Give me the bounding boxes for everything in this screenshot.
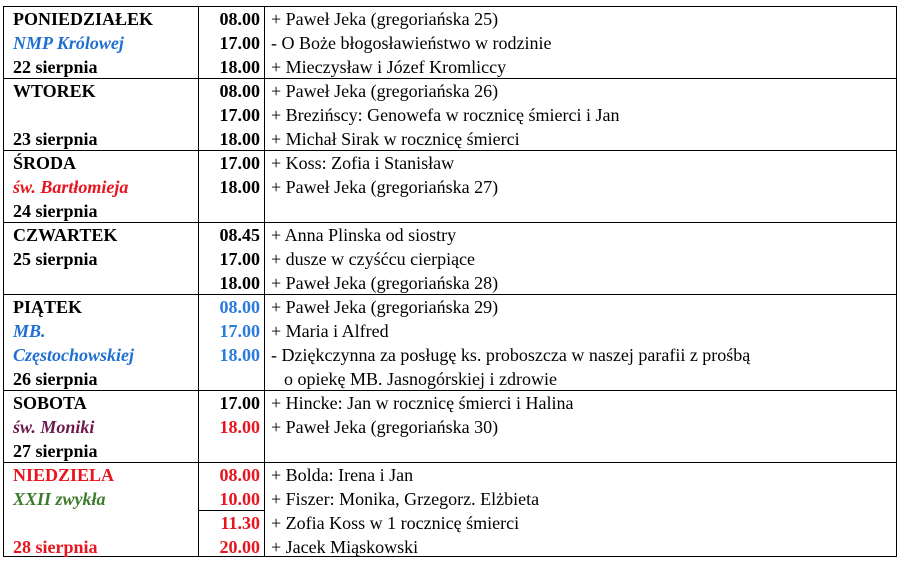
date: 24 sierpnia bbox=[13, 201, 98, 221]
feast-name-cont: Częstochowskiej bbox=[13, 345, 135, 365]
date: 28 sierpnia bbox=[13, 537, 98, 557]
empty-line bbox=[4, 103, 198, 127]
mass-time: 17.00 bbox=[219, 105, 260, 125]
intention: + Mieczysław i Józef Kromliccy bbox=[271, 57, 507, 77]
feast-name: NMP Królowej bbox=[13, 33, 124, 53]
mass-schedule-table bbox=[3, 6, 897, 557]
times-cell-tuesday bbox=[199, 79, 260, 151]
day-cell-wednesday bbox=[4, 151, 198, 223]
intentions-cell-thursday bbox=[265, 223, 885, 295]
mass-time: 18.00 bbox=[219, 177, 260, 197]
intention: + Jacek Miąskowski bbox=[271, 537, 419, 557]
day-cell-sunday bbox=[4, 463, 198, 559]
date: 26 sierpnia bbox=[13, 369, 98, 389]
intention: + Michał Sirak w rocznicę śmierci bbox=[271, 129, 520, 149]
feast-name: MB. bbox=[13, 321, 46, 341]
mass-time: 18.00 bbox=[219, 273, 260, 293]
intention: + Koss: Zofia i Stanisław bbox=[271, 153, 455, 173]
mass-time: 18.00 bbox=[219, 345, 260, 365]
day-cell-saturday bbox=[4, 391, 198, 463]
feast-name: św. Moniki bbox=[13, 417, 95, 437]
mass-time: 08.45 bbox=[219, 225, 260, 245]
intentions-cell-wednesday bbox=[265, 151, 885, 199]
day-name: ŚRODA bbox=[13, 153, 77, 173]
intention: + Maria i Alfred bbox=[271, 321, 389, 341]
mass-time: 08.00 bbox=[219, 9, 260, 29]
day-name: WTOREK bbox=[13, 81, 96, 101]
day-name: SOBOTA bbox=[13, 393, 87, 413]
intentions-cell-sunday bbox=[265, 463, 885, 559]
intention: - O Boże błogosławieństwo w rodzinie bbox=[271, 33, 552, 53]
date: 27 sierpnia bbox=[13, 441, 98, 461]
mass-time: 08.00 bbox=[219, 297, 260, 317]
intention: + Anna Plinska od siostry bbox=[271, 225, 457, 245]
date: 22 sierpnia bbox=[13, 57, 98, 77]
times-cell-friday bbox=[199, 295, 260, 367]
times-cell-thursday bbox=[199, 223, 260, 295]
day-cell-thursday bbox=[4, 223, 198, 271]
mass-time: 17.00 bbox=[219, 393, 260, 413]
intention: + Bolda: Irena i Jan bbox=[271, 465, 414, 485]
intention: + Paweł Jeka (gregoriańska 27) bbox=[271, 177, 499, 197]
times-cell-saturday bbox=[199, 391, 260, 439]
empty-line bbox=[4, 511, 198, 535]
date: 23 sierpnia bbox=[13, 129, 98, 149]
intention: - Dziękczynna za posługę ks. proboszcza w naszej parafii z prośbą bbox=[271, 345, 751, 365]
feast-name: św. Bartłomieja bbox=[13, 177, 129, 197]
mass-time: 17.00 bbox=[219, 153, 260, 173]
intention: + dusze w czyśćcu cierpiące bbox=[271, 249, 476, 269]
mass-time: 08.00 bbox=[219, 81, 260, 101]
day-name: NIEDZIELA bbox=[13, 465, 115, 485]
intention: + Paweł Jeka (gregoriańska 30) bbox=[271, 417, 499, 437]
mass-time: 18.00 bbox=[219, 129, 260, 149]
intention: + Fiszer: Monika, Grzegorz. Elżbieta bbox=[271, 489, 540, 509]
times-cell-monday bbox=[199, 7, 260, 79]
intention: + Paweł Jeka (gregoriańska 25) bbox=[271, 9, 499, 29]
mass-time: 10.00 bbox=[219, 489, 260, 509]
feast-name: XXII zwykła bbox=[13, 489, 106, 509]
intentions-cell-tuesday bbox=[265, 79, 885, 151]
day-cell-friday bbox=[4, 295, 198, 391]
day-cell-tuesday bbox=[4, 79, 198, 151]
intention: + Paweł Jeka (gregoriańska 28) bbox=[271, 273, 499, 293]
mass-time: 17.00 bbox=[219, 33, 260, 53]
mass-time: 08.00 bbox=[219, 465, 260, 485]
mass-time: 17.00 bbox=[219, 249, 260, 269]
times-cell-sunday bbox=[199, 463, 260, 559]
intentions-cell-monday bbox=[265, 7, 885, 79]
mass-time: 20.00 bbox=[219, 537, 260, 557]
date: 25 sierpnia bbox=[13, 249, 98, 269]
day-cell-monday bbox=[4, 7, 198, 79]
mass-time: 18.00 bbox=[219, 57, 260, 77]
intention: + Hincke: Jan w rocznicę śmierci i Halina bbox=[271, 393, 574, 413]
intention: + Zofia Koss w 1 rocznicę śmierci bbox=[271, 513, 520, 533]
intention-cont: o opiekę MB. Jasnogórskiej i zdrowie bbox=[284, 369, 557, 389]
day-name: PONIEDZIAŁEK bbox=[13, 9, 154, 29]
intentions-cell-friday bbox=[265, 295, 885, 391]
day-name: PIĄTEK bbox=[13, 297, 83, 317]
times-cell-wednesday bbox=[199, 151, 260, 199]
day-name: CZWARTEK bbox=[13, 225, 118, 245]
intention: + Paweł Jeka (gregoriańska 29) bbox=[271, 297, 499, 317]
intention: + Paweł Jeka (gregoriańska 26) bbox=[271, 81, 499, 101]
mass-time: 11.30 bbox=[220, 513, 260, 533]
intention: + Brezińscy: Genowefa w rocznicę śmierci i Jan bbox=[271, 105, 620, 125]
mass-time: 18.00 bbox=[219, 417, 260, 437]
mass-time: 17.00 bbox=[219, 321, 260, 341]
intentions-cell-saturday bbox=[265, 391, 885, 439]
